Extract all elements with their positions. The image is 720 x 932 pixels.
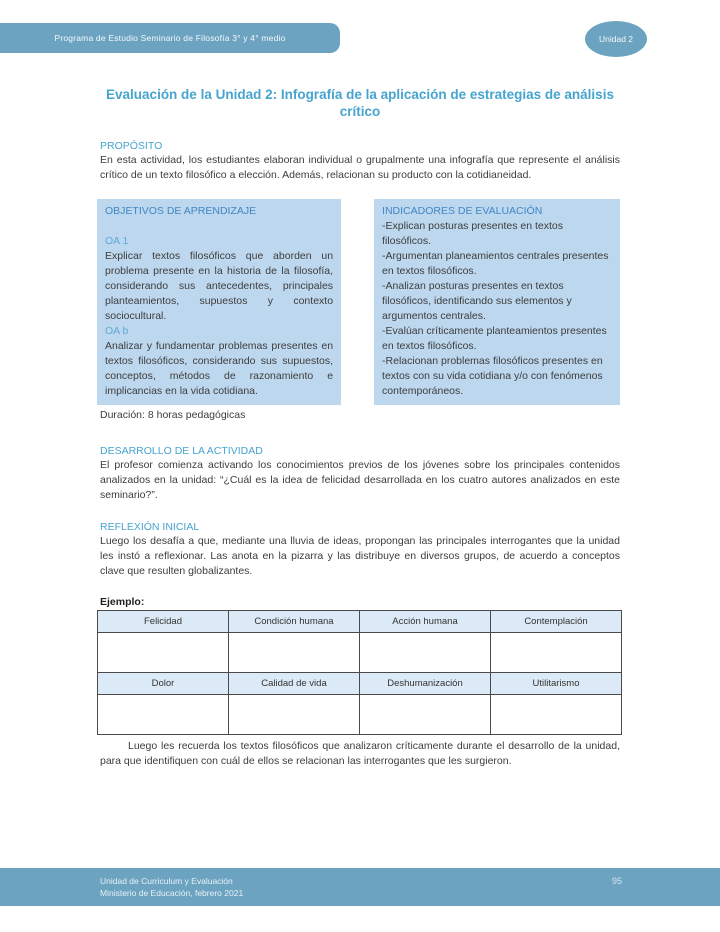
section-heading-desarrollo: DESARROLLO DE LA ACTIVIDAD: [100, 445, 263, 457]
duracion-line: Duración: 8 horas pedagógicas: [100, 409, 246, 421]
page-title: Evaluación de la Unidad 2: Infografía de la aplicación de estrategias de análisis crítico: [106, 87, 614, 119]
objetivos-spacer: [105, 219, 333, 234]
indicador-item: -Analizan posturas presentes en textos filosóficos, identificando sus elementos y argumentos centrales.: [382, 280, 572, 322]
concept-table: [97, 610, 622, 735]
table-empty-cell: [229, 695, 360, 735]
table-header-cell: Utilitarismo: [491, 673, 622, 695]
table-header-cell: Condición humana: [229, 611, 360, 633]
table-empty-row: [98, 633, 622, 673]
table-header-cell: Calidad de vida: [229, 673, 360, 695]
table-empty-row: [98, 695, 622, 735]
table-empty-cell: [360, 695, 491, 735]
footer-ministry-line: Ministerio de Educación, febrero 2021: [100, 888, 244, 898]
program-header-label: Programa de Estudio Seminario de Filosofía 3° y 4° medio: [54, 33, 286, 43]
reflexion-paragraph: Luego los desafía a que, mediante una lluvia de ideas, propongan las principales interrogantes que la unidad les instó a reflexionar. Las anota en la pizarra y las distribuye en diversos grupos, de acuerdo a conceptos clave que resulten globalizantes.: [100, 535, 620, 577]
table-header-cell: Dolor: [98, 673, 229, 695]
table-empty-cell: [229, 633, 360, 673]
ejemplo-label: Ejemplo:: [100, 596, 145, 608]
footer-unit-line: Unidad de Curriculum y Evaluación: [100, 876, 233, 886]
indicadores-heading: INDICADORES DE EVALUACIÓN: [382, 205, 543, 217]
page-number: 95: [612, 876, 623, 886]
indicador-item: -Explican posturas presentes en textos filosóficos.: [382, 220, 563, 247]
desarrollo-paragraph: El profesor comienza activando los conocimientos previos de los jóvenes sobre los principales contenidos analizados en la unidad: “¿Cuál es la idea de felicidad desarrollada en los cuatro autores analizados en este seminario?”.: [100, 459, 620, 501]
table-empty-cell: [491, 695, 622, 735]
closing-paragraph: Luego les recuerda los textos filosóficos que analizaron críticamente durante el desarrollo de la unidad, para que identifiquen con cuál de ellos se relacionan las interrogantes que les surgieron.: [100, 740, 620, 767]
table-header-row-1: [98, 611, 622, 633]
indicador-item: -Argumentan planeamientos centrales presentes en textos filosóficos.: [382, 250, 609, 277]
page-content: [100, 86, 620, 769]
oa1-text: Explicar textos filosóficos que aborden un problema presente en la historia de la filosofía, considerando sus antecedentes, principales planteamientos, supuestos y contexto sociocultural.: [105, 250, 334, 322]
table-empty-cell: [98, 633, 229, 673]
oa1-label: OA 1: [105, 235, 129, 247]
oab-text: Analizar y fundamentar problemas presentes en textos filosóficos, considerando sus supuestos, conceptos, métodos de razonamiento e implicancias en la vida cotidiana.: [105, 340, 334, 397]
table-empty-cell: [360, 633, 491, 673]
objetivos-box: [97, 199, 341, 405]
oab-label: OA b: [105, 325, 129, 337]
unit-badge-label: Unidad 2: [598, 34, 634, 44]
table-header-cell: Deshumanización: [360, 673, 491, 695]
section-heading-proposito: PROPÓSITO: [100, 140, 163, 152]
indicador-item: -Evalúan críticamente planteamientos presentes en textos filosóficos.: [382, 325, 607, 352]
table-empty-cell: [491, 633, 622, 673]
table-header-cell: Contemplación: [491, 611, 622, 633]
objetivos-heading: OBJETIVOS DE APRENDIZAJE: [105, 205, 257, 217]
table-header-cell: Felicidad: [98, 611, 229, 633]
program-header-badge: [0, 23, 340, 53]
footer-bar: [0, 868, 720, 906]
indicadores-box: [374, 199, 620, 405]
section-heading-reflexion: REFLEXIÓN INICIAL: [100, 521, 200, 533]
proposito-paragraph: En esta actividad, los estudiantes elaboran individual o grupalmente una infografía que represente el análisis crítico de un texto filosófico a elección. Además, relacionan su producto con la cotidianeidad.: [100, 154, 620, 181]
table-header-cell: Acción humana: [360, 611, 491, 633]
unit-badge: [585, 21, 647, 57]
indicador-item: -Relacionan problemas filosóficos presentes en textos con su vida cotidiana y/o con fenómenos contemporáneos.: [382, 355, 603, 397]
table-header-row-2: [98, 673, 622, 695]
table-empty-cell: [98, 695, 229, 735]
info-boxes-row: [97, 199, 620, 405]
